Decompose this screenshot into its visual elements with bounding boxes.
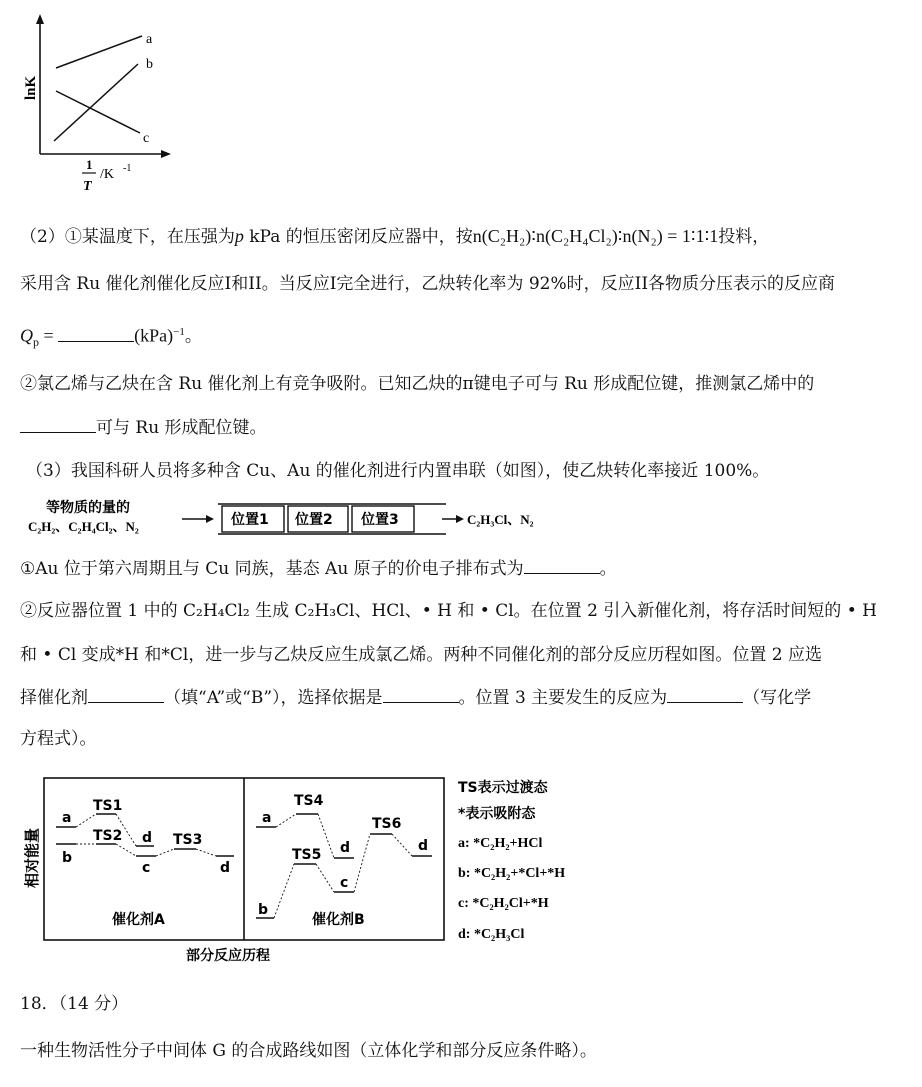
q2-line-5 (20, 416, 267, 440)
q3-s2-line-2: 和 • Cl 变成*H 和*Cl，进一步与乙炔反应生成氯乙烯。两种不同催化剂的部分反应历程如图。位置 2 应选 (20, 645, 822, 665)
y-axis-label: lnK (23, 75, 39, 100)
legend-item-b: b: *C₂H₂+*Cl+*H (458, 866, 566, 881)
a-label-ts1: TS1 (93, 798, 123, 814)
reactor-flow-diagram (24, 494, 584, 540)
b-label-ts6: TS6 (372, 816, 402, 832)
flow-input-arrowhead (206, 515, 214, 523)
b-path-5 (354, 834, 370, 892)
a-path-1 (76, 814, 96, 827)
line-b (54, 64, 138, 141)
x-label-exponent: -1 (123, 163, 132, 174)
q3-s2-line3-c: 。位置 3 主要发生的反应为 (458, 688, 668, 708)
position-3-label: 位置3 (361, 512, 399, 528)
a-path-6 (196, 849, 216, 856)
q2-pressure-symbol: p (234, 226, 244, 246)
q2-line1-mid: kPa 的恒压密闭反应器中，按 (243, 227, 473, 247)
b-label-ts5: TS5 (292, 847, 322, 863)
b-path-4 (316, 864, 334, 892)
q3-s2-line-3 (20, 686, 811, 710)
flow-input-label-1: 等物质的量的 (46, 500, 130, 516)
q2-line-2: 采用含 Ru 催化剂催化反应I和II。当反应I完全进行，乙炔转化率为 92%时，反应II各物质分压表示的反应商 (20, 274, 836, 294)
q2-qp-symbol: Q (20, 325, 33, 346)
q18-heading: 18．（14 分） (20, 994, 129, 1014)
q2-line-4: ②氯乙烯与乙炔在含 Ru 催化剂上有竞争吸附。已知乙炔的π键电子可与 Ru 形成配位键，推测氯乙烯中的 (20, 374, 815, 394)
q2-feed-ratio: n(C₂H₂)∶n(C₂H₄Cl₂)∶n(N₂) = 1∶1∶1 (472, 226, 719, 246)
q3-electron-config-blank[interactable] (524, 557, 600, 574)
q3-equation-blank[interactable] (667, 686, 743, 703)
b-label-ts4: TS4 (294, 793, 324, 809)
x-label-unit: /K (100, 167, 114, 182)
x-label-denominator: T (83, 179, 92, 194)
lnk-chart (18, 12, 188, 202)
panel-a-title: 催化剂A (112, 912, 165, 928)
q2-unit-exponent: −1 (173, 326, 185, 338)
flow-input-label-2: C₂H₂、C₂H₄Cl₂、N₂ (28, 519, 139, 534)
a-label-ts2: TS2 (93, 828, 123, 844)
q3-reason-blank[interactable] (383, 686, 459, 703)
q3-s2-line3-d: （写化学 (743, 688, 812, 708)
a-path-4 (116, 844, 136, 856)
b-label-c: c (340, 875, 349, 891)
x-axis-arrow (161, 150, 171, 158)
legend-adsorbed-note: *表示吸附态 (458, 806, 536, 822)
q3-intro: （3）我国科研人员将多种含 Cu、Au 的催化剂进行内置串联（如图），使乙炔转化率接近 100%。 (26, 461, 770, 481)
legend-item-d: d: *C₂H₃Cl (458, 927, 525, 942)
b-label-b: b (258, 902, 269, 918)
legend-item-c: c: *C₂H₂Cl+*H (458, 896, 549, 911)
q2-equals: = (39, 325, 59, 346)
x-label-numerator: 1 (86, 157, 93, 172)
energy-x-label: 部分反应历程 (186, 948, 270, 964)
q2-line1-suffix: 投料， (718, 227, 770, 247)
q3-catalyst-choice-blank[interactable] (88, 686, 164, 703)
legend-ts-note: TS表示过渡态 (458, 780, 548, 796)
y-axis-arrow (36, 14, 44, 24)
flow-output-label: C₂H₃Cl、N₂ (467, 512, 534, 527)
q18-intro: 一种生物活性分子中间体 G 的合成路线如图（立体化学和部分反应条件略）。 (20, 1041, 597, 1061)
q3-s2-line3-b: （填“A”或“B”），选择依据是 (164, 688, 383, 708)
line-b-label: b (146, 57, 153, 72)
b-path-6 (392, 834, 412, 856)
q3-s1 (20, 557, 617, 581)
a-path-5 (156, 849, 174, 856)
q3-s2-line-1: ②反应器位置 1 中的 C₂H₄Cl₂ 生成 C₂H₃Cl、HCl、• H 和 • Cl。在位置 2 引入新催化剂，将存活时间短的 • H (20, 601, 877, 621)
q2-unit: (kPa) (134, 325, 174, 346)
a-label-ts3: TS3 (173, 832, 203, 848)
flow-output-arrowhead (456, 515, 464, 523)
energy-y-label: 相对能量 (23, 827, 41, 888)
a-label-a: a (62, 810, 72, 826)
b-label-d-right: d (418, 838, 429, 854)
q2-line-1 (20, 224, 769, 249)
q3-s1-prefix: ①Au 位于第六周期且与 Cu 同族，基态 Au 原子的价电子排布式为 (20, 559, 524, 579)
line-a (56, 36, 142, 68)
q2-line5-suffix: 可与 Ru 形成配位键。 (96, 418, 267, 438)
q3-s2-line3-a: 择催化剂 (20, 688, 88, 708)
a-label-d-lower: d (220, 860, 231, 876)
b-label-a: a (262, 810, 272, 826)
q2-line-3 (20, 320, 202, 354)
line-a-label: a (146, 32, 153, 47)
q3-s1-suffix: 。 (599, 559, 617, 579)
a-label-b: b (62, 850, 73, 866)
q2-qp-answer-blank[interactable] (58, 325, 134, 342)
position-1-label: 位置1 (231, 512, 269, 528)
b-label-d-middle: d (340, 840, 351, 856)
position-2-label: 位置2 (295, 512, 333, 528)
b-path-1 (276, 814, 296, 827)
q2-line3-end: 。 (184, 326, 202, 347)
q2-ligand-answer-blank[interactable] (20, 416, 96, 433)
a-label-d-upper: d (142, 830, 153, 846)
b-path-3 (274, 864, 294, 918)
legend-item-a: a: *C₂H₂+HCl (458, 836, 543, 851)
q3-s2-line-4: 方程式）。 (20, 729, 97, 749)
panel-b-profile (256, 814, 432, 918)
q2-line1-prefix: （2）①某温度下，在压强为 (20, 227, 235, 247)
a-label-c: c (142, 860, 151, 876)
line-c-label: c (143, 131, 150, 146)
panel-b-title: 催化剂B (312, 912, 365, 928)
energy-profile-diagram (18, 772, 618, 972)
q2-qp-subscript: p (33, 335, 39, 350)
